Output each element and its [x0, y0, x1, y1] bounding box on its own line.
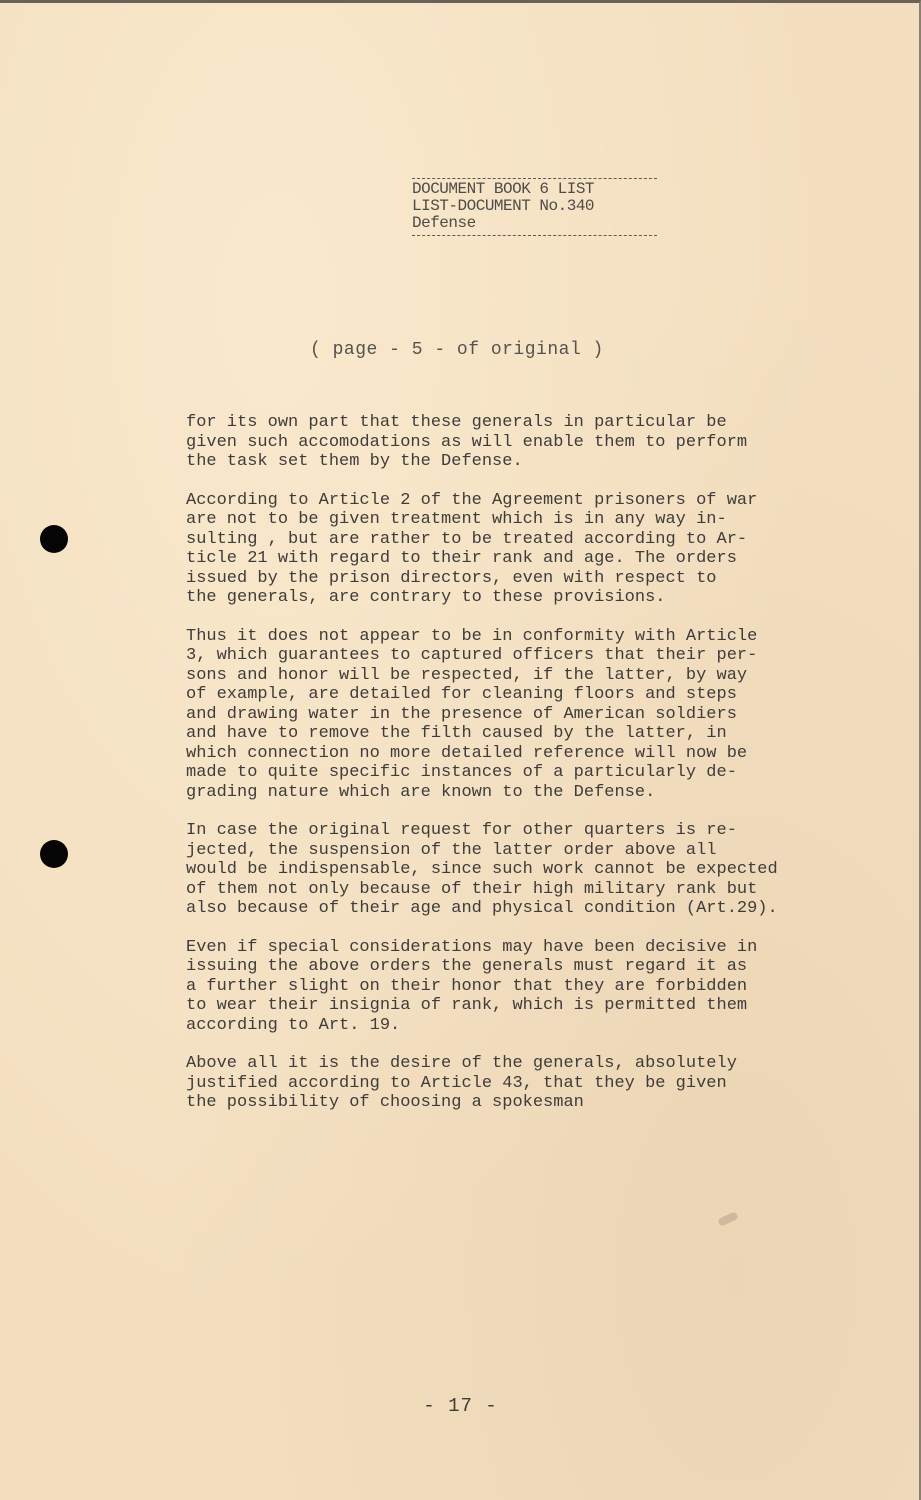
text-line: made to quite specific instances of a particularly de- [186, 763, 737, 782]
paragraph [186, 413, 866, 472]
page-number: - 17 - [423, 1395, 498, 1417]
paper-smudge [717, 1211, 739, 1227]
text-line: grading nature which are known to the Defense. [186, 782, 656, 802]
document-header [412, 175, 662, 238]
text-line: ticle 21 with regard to their rank and age. The orders [186, 549, 737, 568]
header-line-2: LIST-DOCUMENT No.340 [412, 197, 595, 215]
paragraph [186, 491, 866, 608]
text-line: Even if special considerations may have been decisive in [186, 937, 758, 957]
text-line: the possibility of choosing a spokesman [186, 1093, 584, 1112]
paragraph [186, 938, 866, 1036]
paragraph [186, 627, 866, 803]
text-line: which connection no more detailed reference will now be [186, 743, 748, 763]
text-line: and have to remove the filth caused by the latter, in [186, 724, 727, 743]
text-line: to wear their insignia of rank, which is permitted them [186, 996, 748, 1015]
text-line: the task set them by the Defense. [186, 452, 523, 471]
text-line: 3, which guarantees to captured officers that their per- [186, 646, 758, 665]
text-line: given such accomodations as will enable them to perform [186, 432, 748, 452]
header-rule-top [412, 178, 657, 179]
text-line: of example, are detailed for cleaning floors and steps [186, 685, 737, 704]
text-line: according to Art. 19. [186, 1015, 401, 1035]
text-line: issued by the prison directors, even with respect to [186, 568, 717, 588]
text-line: would be indispensable, since such work cannot be expected [186, 860, 778, 879]
text-line: In case the original request for other quarters is re- [186, 821, 737, 840]
text-line: a further slight on their honor that they are forbidden [186, 976, 748, 996]
text-line: of them not only because of their high military rank but [186, 879, 758, 899]
text-line: jected, the suspension of the latter order above all [186, 840, 717, 860]
text-line: sons and honor will be respected, if the latter, by way [186, 665, 748, 685]
text-line: also because of their age and physical condition (Art.29). [186, 899, 778, 918]
text-line: are not to be given treatment which is in any way in- [186, 510, 727, 529]
text-line: Thus it does not appear to be in conformity with Article [186, 626, 758, 646]
punch-hole-top [40, 525, 68, 553]
header-line-3: Defense [412, 214, 476, 232]
text-line: sulting , but are rather to be treated according to Ar- [186, 529, 748, 549]
page-reference: ( page - 5 - of original ) [310, 340, 604, 360]
text-line: Above all it is the desire of the generals, absolutely [186, 1054, 737, 1073]
text-line: issuing the above orders the generals must regard it as [186, 957, 748, 976]
header-rule-bottom [412, 235, 657, 236]
text-line: According to Article 2 of the Agreement prisoners of war [186, 490, 758, 510]
paragraph [186, 821, 866, 919]
body-text [186, 413, 866, 1132]
paragraph [186, 1054, 866, 1113]
punch-hole-bottom [40, 840, 68, 868]
text-line: the generals, are contrary to these provisions. [186, 588, 666, 607]
text-line: justified according to Article 43, that they be given [186, 1073, 727, 1093]
text-line: for its own part that these generals in particular be [186, 413, 727, 432]
header-line-1: DOCUMENT BOOK 6 LIST [412, 180, 595, 198]
text-line: and drawing water in the presence of American soldiers [186, 704, 737, 724]
